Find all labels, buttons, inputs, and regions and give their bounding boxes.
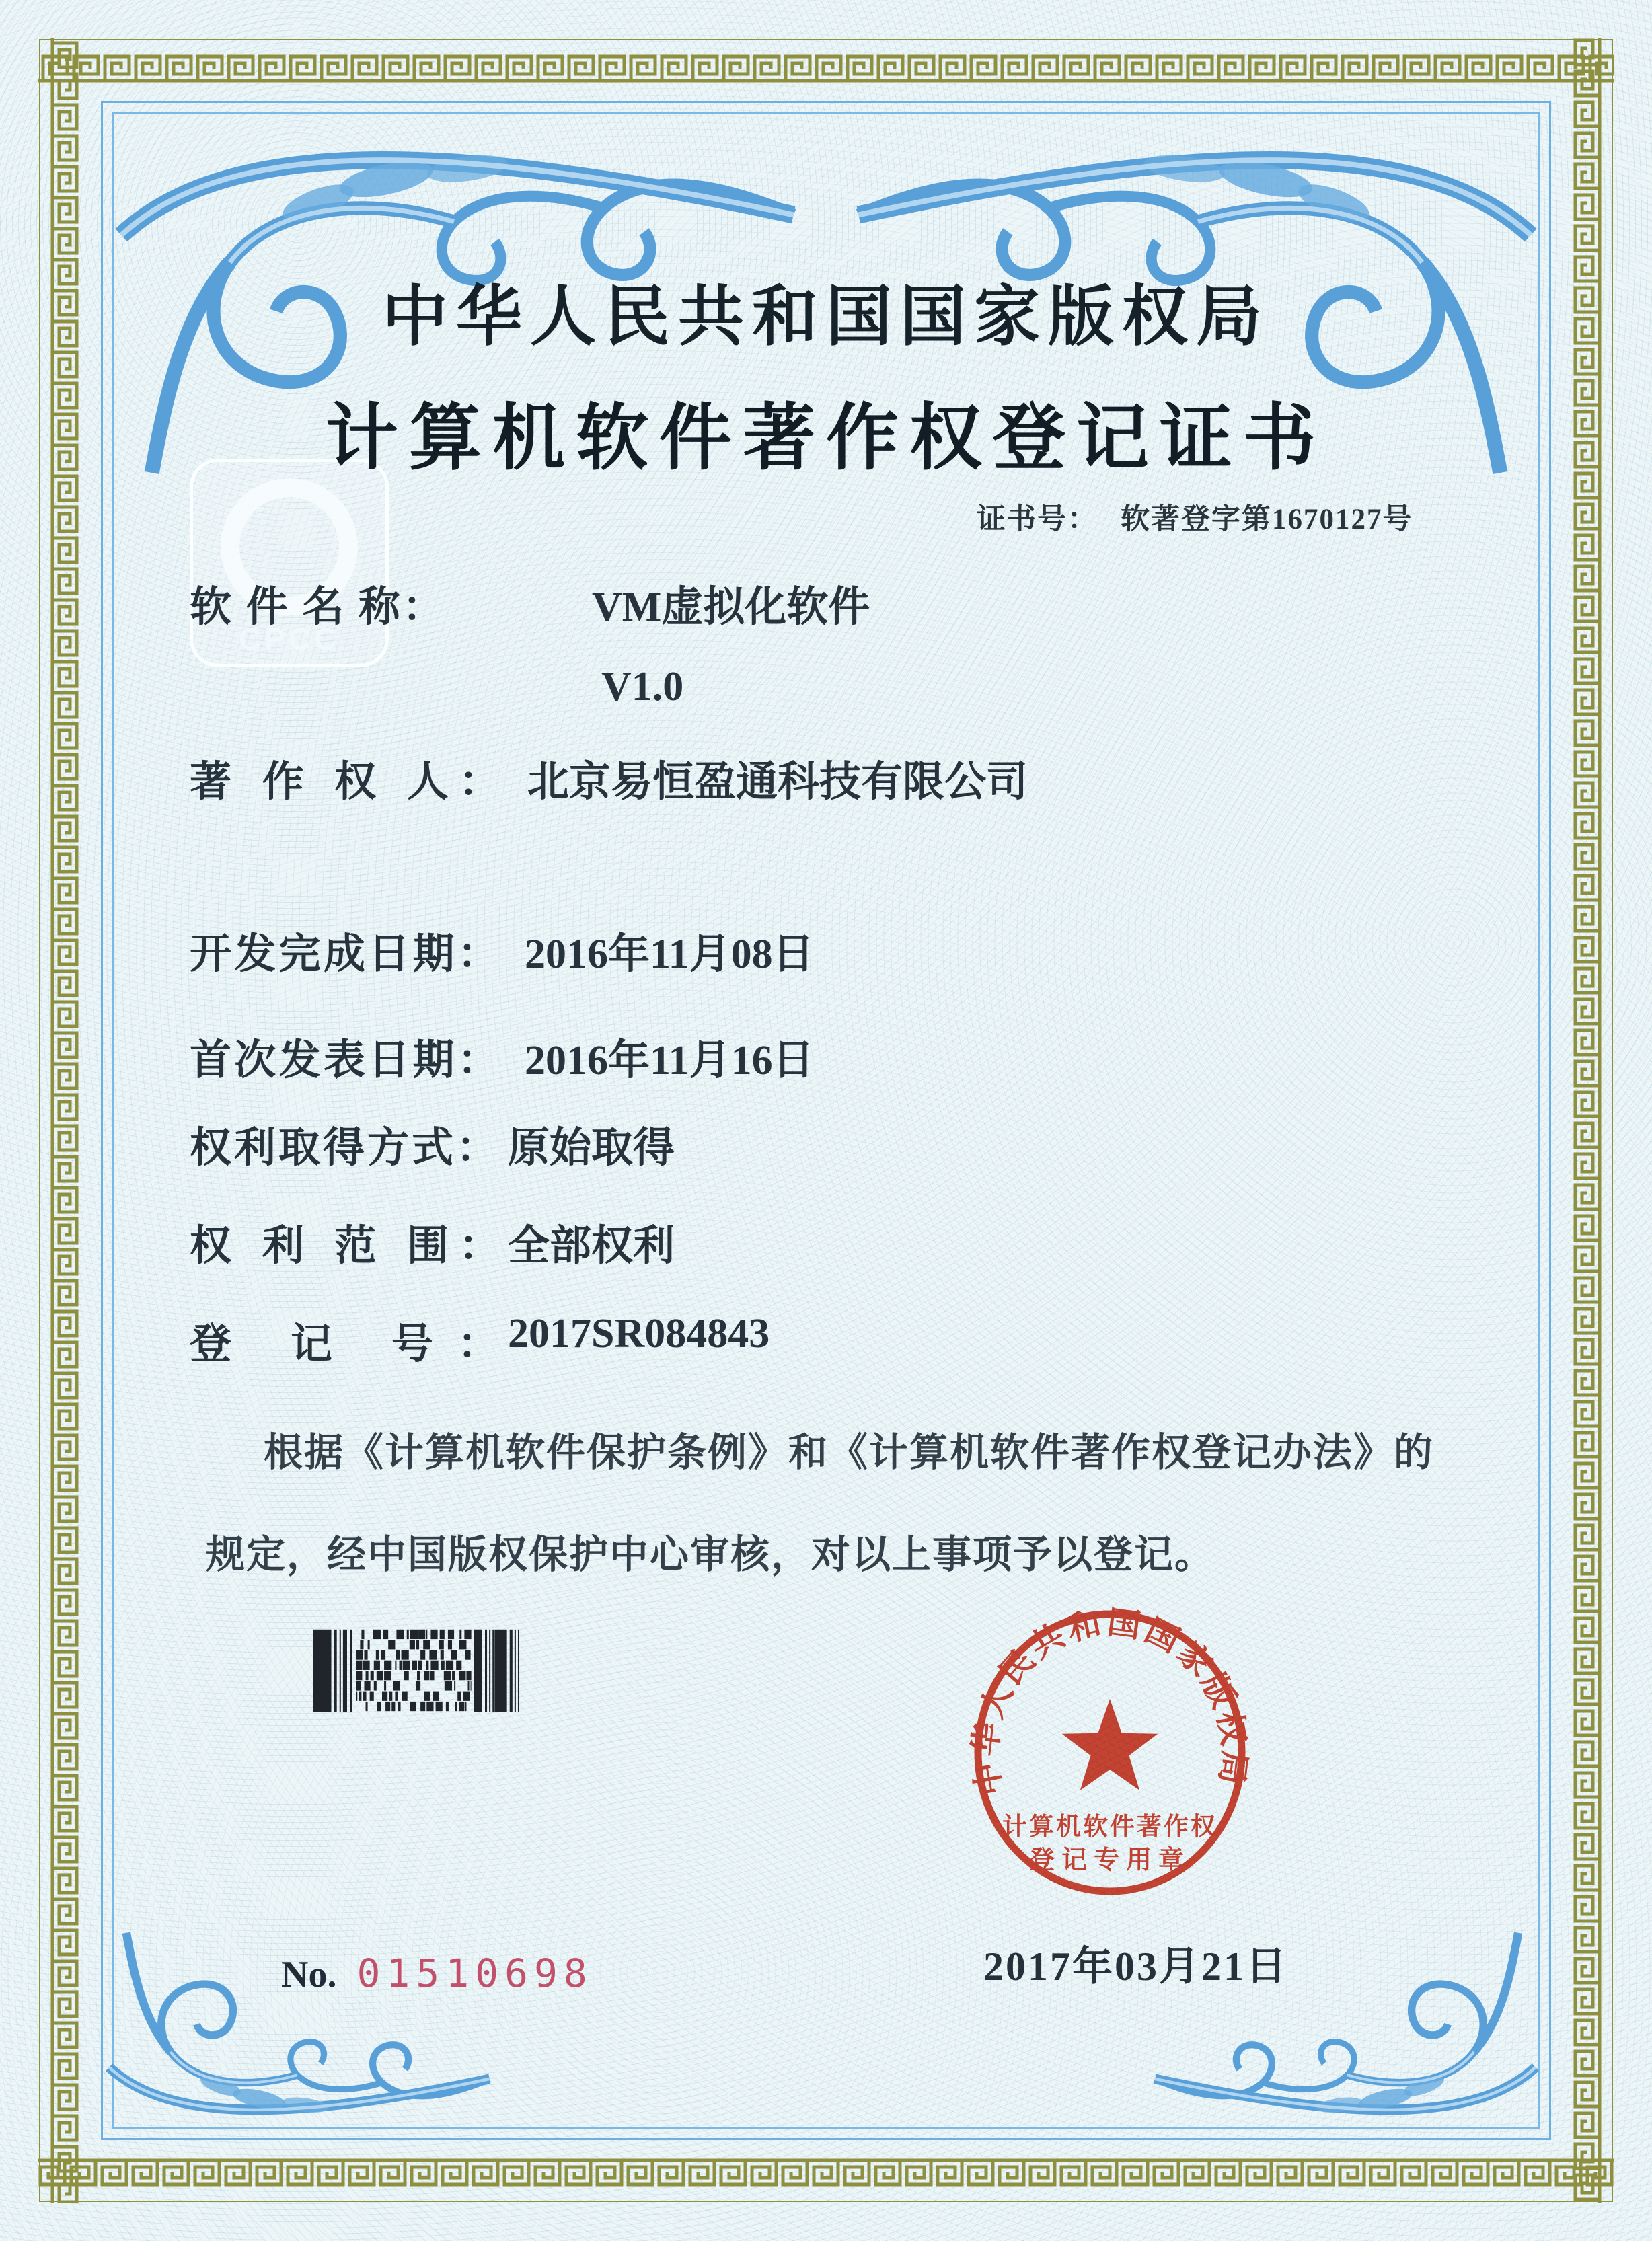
registration-body-line1: 根据《计算机软件保护条例》和《计算机软件著作权登记办法》的 [264,1431,1435,1474]
greek-key-border-top [38,52,1614,83]
serial-number [281,1950,593,1996]
field-value: 2016年11月08日 [525,932,815,977]
issue-date: 2017年03月21日 [983,1944,1288,1989]
seal-line1: 计算机软件著作权 [1002,1813,1217,1841]
field-label: 首次发表日期： [190,1038,499,1084]
serial-prefix: No. [281,1954,337,1996]
registration-body-line2: 规定，经中国版权保护中心审核，对以上事项予以登记。 [206,1533,1215,1577]
field-row-registration-number [190,1310,770,1370]
field-value: 2016年11月16日 [525,1038,815,1084]
greek-key-border-left [50,38,81,2203]
field-value: 原始取得 [508,1125,675,1171]
field-value: 北京易恒盈通科技有限公司 [527,759,1028,805]
serial-value: 01510698 [356,1950,593,1996]
cpcc-watermark [190,459,389,667]
field-row-rights-acquisition [190,1114,675,1174]
field-row-first-publish-date [190,1026,815,1086]
certificate-number-line [977,496,1413,537]
seal-line2: 登记专用章 [1028,1846,1191,1874]
issuer-title: 中华人民共和国国家版权局 [381,281,1270,354]
field-value: 全部权利 [508,1223,675,1269]
field-row-dev-complete-date [190,920,815,980]
greek-key-border-right [1571,38,1602,2203]
barcode-2d [313,1629,519,1712]
field-label: 权 利 范 围： [190,1223,500,1269]
field-label: 著 作 权 人： [190,759,500,805]
field-label: 开发完成日期： [190,932,499,977]
field-value: VM虚拟化软件 [592,584,870,630]
field-label: 软 件 名 称： [190,584,444,630]
field-value-version: V1.0 [601,664,684,710]
field-row-copyright-owner [190,748,1028,808]
field-value: 2017SR084843 [508,1311,770,1357]
field-row-rights-scope [190,1212,675,1272]
certificate-number-value: 软著登字第1670127号 [1121,504,1413,535]
seal-arc-text: 中华人民共和国国家版权局 [967,1605,1252,1799]
star-icon [1062,1699,1158,1790]
official-seal [967,1605,1252,1903]
field-label: 登 记 号： [190,1322,499,1367]
field-label: 权利取得方式： [190,1125,498,1171]
certificate-title: 计算机软件著作权登记证书 [325,399,1326,479]
certificate-number-label: 证书号： [977,504,1098,535]
greek-key-border-bottom [38,2158,1614,2189]
cpcc-watermark-text: CPCC [238,621,340,656]
